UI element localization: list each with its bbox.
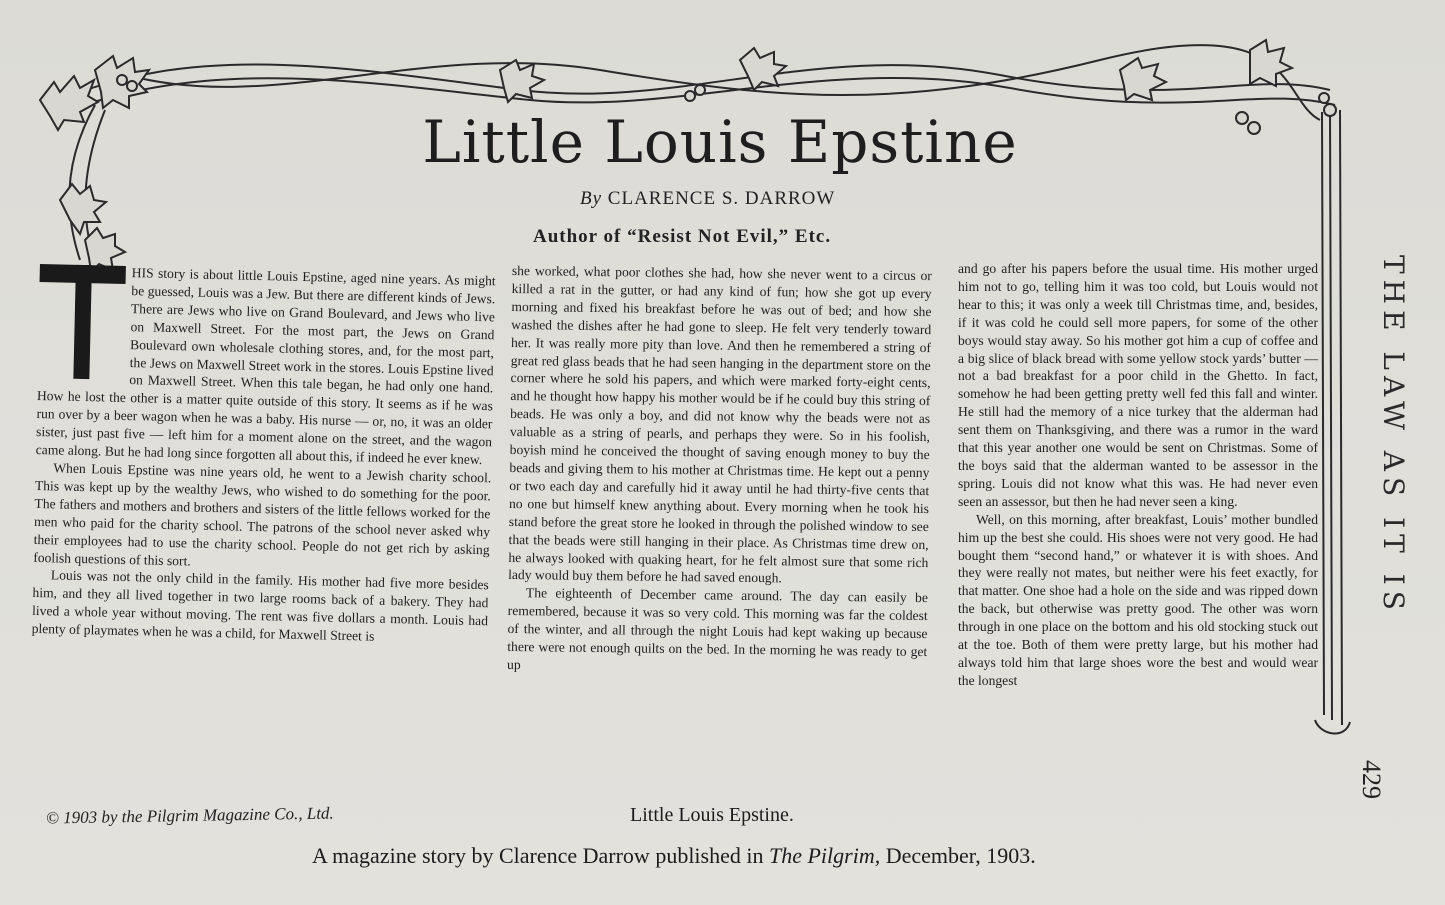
paragraph: she worked, what poor clothes she had, how she never went to a circus or killed a rat in the gutter, or had any kind of fun; how she got up every morning and fixed his breakfast before he was out of bed; and how she washed the dishes after he had gone to sleep. He felt very tenderly toward her. It was really more pity than love. And then he remembered a string of great red glass beads that he had seen hanging in the department store on the corner where he sold his papers, and which were marked forty-eight cents, and he thought how happy his mother would be if he could buy this string of beads. He was only a boy, and did not know why the beads were not as valuable as a string of pearls, and perhaps they were. So in his foolish, boyish mind he conceived the thought of saving enough money to buy the beads and giving them to his mother at Christmas time. He kept out a penny or two each day and carefully hid it away until he had thirty-five cents that no one but himself knew anything about. Every morning when he took his stand before the great store he looked in through the polished window to see that the beads were still hanging in their place. As Christmas time drew on, he always looked with quaking heart, for he felt almost sure that some rich lady would buy them before he had saved enough.: [508, 262, 932, 586]
paragraph: The eighteenth of December came around. The day can easily be remembered, because it was so very cold. This morning was far the coldest of the winter, and all through the night Louis had kept waking up because there were not enough quilts on the bed. In the morning he was ready to get up: [506, 585, 929, 673]
drop-cap: [37, 262, 126, 386]
article-title: Little Louis Epstine: [422, 108, 1018, 176]
article-column-3: [958, 260, 1318, 690]
paragraph: Louis was not the only child in the family. His mother had five more besides him, and they all lived together in two large rooms back of a bakery. They had lived a whole year without moving. The rent was five dollars a month. Louis had plenty of playmates when he was a child, for Maxwell Street is: [31, 567, 489, 644]
running-head: THE LAW AS IT IS: [1377, 255, 1410, 616]
holly-leaf-icon: [40, 76, 98, 130]
holly-berry-icon: [685, 91, 695, 101]
holly-leaf-icon: [500, 60, 544, 102]
caption: [312, 843, 1036, 869]
holly-leaf-icon: [1120, 58, 1166, 100]
drop-cap-stem: [73, 265, 92, 379]
author-note: Author of “Resist Not Evil,” Etc.: [533, 226, 832, 247]
paragraph: and go after his papers before the usual time. His mother urged him not to go, telling him it was too cold, but Louis would not hear to this; it was only a week till Christmas time, and, besides, if it was cold he could sell more papers, for some of the other boys would stay away. So his mother got him a cup of coffee and a big slice of black bread with some yellow stock yards’ butter — not a bad breakfast for a poor child in the Ghetto. In fact, somehow he had been getting pretty well fed this fall and winter. He still had the memory of a nice turkey that the alderman had sent them on Thanksgiving, and there was a rumor in the ward that this year another one would be sent on Christmas. Some of the boys said that the alderman wanted to be assessor in the spring. Louis did not know what this was. He had never even seen an assessor, but then he had never seen a king.: [958, 261, 1318, 509]
holly-leaf-icon: [740, 48, 786, 90]
holly-berry-icon: [1236, 112, 1248, 124]
paragraph: Well, on this morning, after breakfast, Louis’ mother bundled him up the best she could. His shoes were not very good. He had bought them “second hand,” or whatever it is with shoes. And they were really not mates, but neither were his feet exactly, for that matter. One shoe had a hole on the side and was ripped down the back, but otherwise was pretty good. The other was worn through in one place on the bottom and his old stocking stuck out at the toe. Both of them were pretty large, but his mother had always told him that large shoes wore the best and would wear the longest: [958, 511, 1318, 688]
caption-text-after: December, 1903.: [885, 843, 1036, 868]
paragraph: HIS story is about little Louis Epstine, aged nine years. As might be guessed, Louis was a Jew. But there are different kinds of Jews. There are Jews who live on Grand Boulevard, and Jews who live on Maxwell Street. For the most part, the Jews on Grand Boulevard own wholesale clothing stores, and, for the most part, the Jews on Maxwell Street work in the stores. Louis Epstine lived on Maxwell Street. When this tale began, he had only one hand. How he lost the other is a matter quite outside of this story. It seems as if he was run over by a beer wagon when he was a baby. His nurse — or, no, it was an older sister, just past five — left him for a moment alone on the street, and the wagon came along. But he had long since forgotten all about this, if indeed he ever knew.: [35, 265, 496, 468]
paragraph: When Louis Epstine was nine years old, he went to a Jewish charity school. This was kept up by the wealthy Jews, who wished to do something for the poor. The fathers and mothers and brothers and sisters of the little fellows worked for the men who paid for the charity school. The patrons of the school never asked why their employees had to use the charity school. People do not get rich by asking foolish questions of this sort.: [33, 460, 492, 568]
holly-berry-icon: [1324, 104, 1336, 116]
byline-by: By: [580, 188, 603, 209]
holly-berry-icon: [695, 85, 705, 95]
holly-berry-icon: [1248, 122, 1260, 134]
caption-magazine: The Pilgrim,: [768, 843, 881, 868]
article-byline: [580, 188, 835, 210]
article-column-2: [507, 262, 932, 679]
holly-berry-icon: [127, 81, 137, 91]
caption-title: Little Louis Epstine.: [630, 804, 794, 826]
byline-author: CLARENCE S. DARROW: [607, 188, 836, 209]
holly-leaf-icon: [60, 184, 106, 234]
holly-berry-icon: [117, 75, 127, 85]
holly-berry-icon: [1319, 93, 1329, 103]
copyright-line: © 1903 by the Pilgrim Magazine Co., Ltd.: [45, 803, 334, 828]
caption-text-before: A magazine story by Clarence Darrow published in: [312, 843, 764, 868]
article-column-1: [31, 262, 495, 648]
page-number: 429: [1357, 760, 1386, 799]
